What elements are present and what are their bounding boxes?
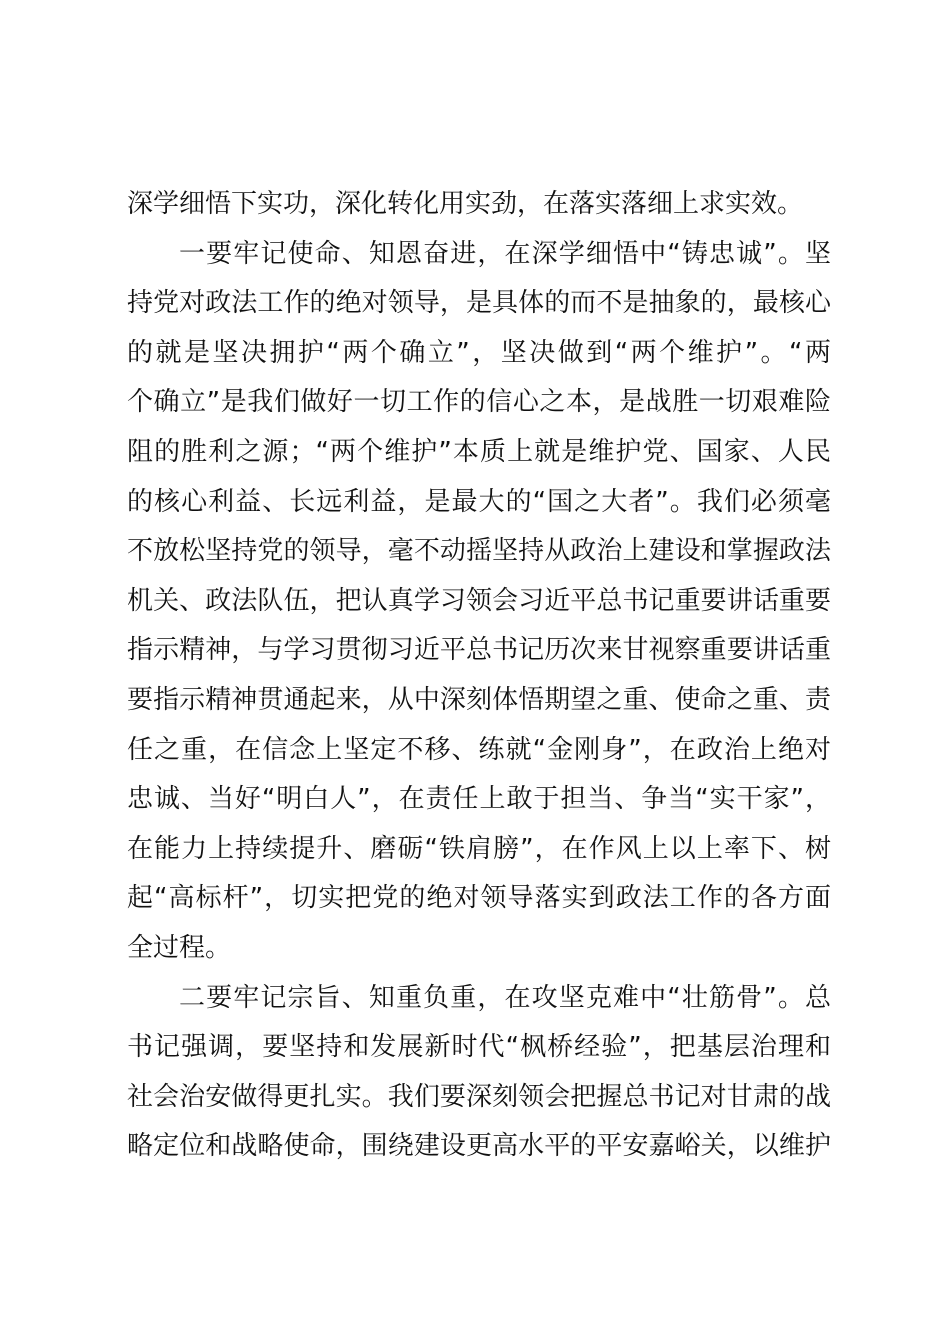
text-line: 阻的胜利之源；“两个维护”本质上就是维护党、国家、人民 [127, 436, 831, 467]
text-line: 任之重，在信念上坚定不移、练就“金刚身”，在政治上绝对 [127, 734, 831, 765]
text-line: 机关、政法队伍，把认真学习领会习近平总书记重要讲话重要 [127, 585, 831, 616]
text-line: 要指示精神贯通起来，从中深刻体悟期望之重、使命之重、责 [127, 684, 831, 715]
document-body [127, 180, 831, 1172]
text-line: 一要牢记使命、知恩奋进，在深学细悟中“铸忠诚”。坚 [179, 238, 831, 269]
paragraph-second-requirement [127, 974, 831, 1172]
paragraph-continuation [127, 180, 831, 230]
text-line: 在能力上持续提升、磨砺“铁肩膀”，在作风上以上率下、树 [127, 833, 831, 864]
text-line: 略定位和战略使命，围绕建设更高水平的平安嘉峪关，以维护 [127, 1131, 831, 1162]
text-line: 指示精神，与学习贯彻习近平总书记历次来甘视察重要讲话重 [127, 635, 831, 666]
text-line: 持党对政法工作的绝对领导，是具体的而不是抽象的，最核心 [127, 288, 831, 319]
text-line: 个确立”是我们做好一切工作的信心之本，是战胜一切艰难险 [127, 387, 831, 418]
text-line: 社会治安做得更扎实。我们要深刻领会把握总书记对甘肃的战 [127, 1081, 831, 1112]
text-line: 忠诚、当好“明白人”，在责任上敢于担当、争当“实干家”， [127, 784, 831, 815]
text-line: 深学细悟下实功，深化转化用实劲，在落实落细上求实效。 [127, 189, 804, 219]
text-line: 的核心利益、长远利益，是最大的“国之大者”。我们必须毫 [127, 486, 831, 517]
text-line: 全过程。 [127, 932, 232, 963]
paragraph-first-requirement [127, 230, 831, 974]
text-line: 二要牢记宗旨、知重负重，在攻坚克难中“壮筋骨”。总 [179, 982, 831, 1013]
text-line: 的就是坚决拥护“两个确立”，坚决做到“两个维护”。“两 [127, 337, 831, 368]
text-line: 起“高标杆”，切实把党的绝对领导落实到政法工作的各方面 [127, 883, 831, 914]
text-line: 书记强调，要坚持和发展新时代“枫桥经验”，把基层治理和 [127, 1032, 831, 1063]
text-line: 不放松坚持党的领导，毫不动摇坚持从政治上建设和掌握政法 [127, 536, 831, 567]
